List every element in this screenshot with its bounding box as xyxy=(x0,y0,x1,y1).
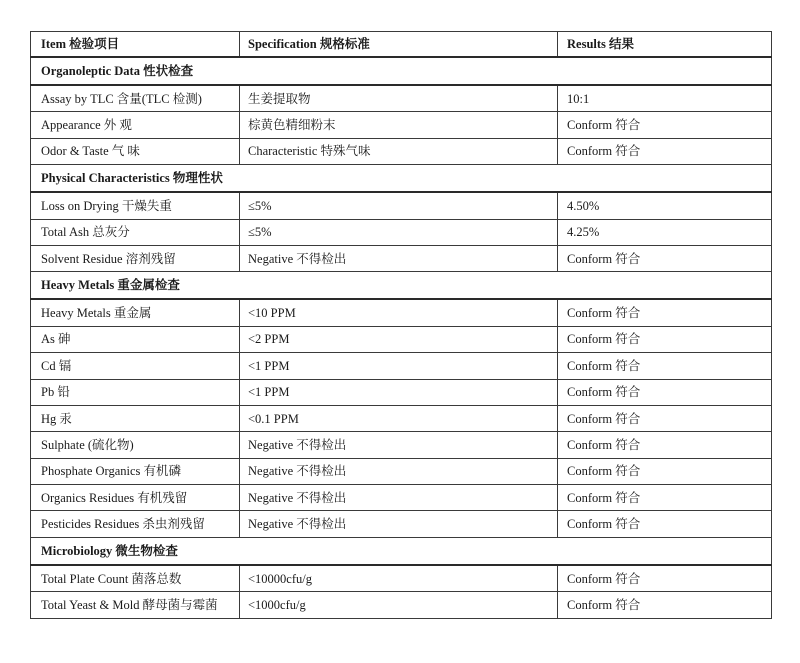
section-row xyxy=(31,57,772,85)
cell-item: Total Plate Count 菌落总数 xyxy=(31,565,240,592)
cell-specification: Negative 不得检出 xyxy=(240,485,558,511)
table-row xyxy=(31,432,772,458)
table-row xyxy=(31,245,772,271)
cell-specification: <2 PPM xyxy=(240,326,558,352)
cell-result: Conform 符合 xyxy=(558,432,772,458)
cell-item: Organics Residues 有机残留 xyxy=(31,485,240,511)
cell-specification: ≤5% xyxy=(240,219,558,245)
cell-specification: 生姜提取物 xyxy=(240,85,558,112)
cell-result: Conform 符合 xyxy=(558,565,772,592)
table-row xyxy=(31,511,772,537)
cell-item: Appearance 外 观 xyxy=(31,112,240,138)
table-row xyxy=(31,112,772,138)
cell-result: Conform 符合 xyxy=(558,245,772,271)
header-item: Item 检验项目 xyxy=(31,32,240,58)
cell-item: Total Yeast & Mold 酵母菌与霉菌 xyxy=(31,592,240,618)
cell-specification: Negative 不得检出 xyxy=(240,245,558,271)
cell-item: Sulphate (硫化物) xyxy=(31,432,240,458)
table-row xyxy=(31,592,772,618)
cell-result: Conform 符合 xyxy=(558,353,772,379)
cell-item: Phosphate Organics 有机磷 xyxy=(31,458,240,484)
section-row xyxy=(31,165,772,193)
cell-result: Conform 符合 xyxy=(558,405,772,431)
table-row xyxy=(31,379,772,405)
cell-specification: Negative 不得检出 xyxy=(240,432,558,458)
cell-result: 4.50% xyxy=(558,192,772,219)
cell-result: Conform 符合 xyxy=(558,112,772,138)
cell-result: 4.25% xyxy=(558,219,772,245)
cell-item: Total Ash 总灰分 xyxy=(31,219,240,245)
header-results: Results 结果 xyxy=(558,32,772,58)
table-row xyxy=(31,485,772,511)
cell-item: Odor & Taste 气 味 xyxy=(31,138,240,164)
cell-result: Conform 符合 xyxy=(558,299,772,326)
cell-item: Heavy Metals 重金属 xyxy=(31,299,240,326)
section-row xyxy=(31,537,772,565)
table-row xyxy=(31,219,772,245)
cell-specification: <1000cfu/g xyxy=(240,592,558,618)
cell-result: Conform 符合 xyxy=(558,458,772,484)
cell-specification: Negative 不得检出 xyxy=(240,458,558,484)
cell-item: Hg 汞 xyxy=(31,405,240,431)
cell-result: Conform 符合 xyxy=(558,138,772,164)
cell-result: Conform 符合 xyxy=(558,592,772,618)
table-row xyxy=(31,138,772,164)
table-row xyxy=(31,85,772,112)
cell-item: Cd 镉 xyxy=(31,353,240,379)
table-row xyxy=(31,565,772,592)
cell-result: Conform 符合 xyxy=(558,379,772,405)
cell-specification: <1 PPM xyxy=(240,353,558,379)
specification-table-body xyxy=(31,32,772,619)
cell-specification: ≤5% xyxy=(240,192,558,219)
specification-table xyxy=(30,31,772,619)
table-row xyxy=(31,326,772,352)
table-row xyxy=(31,458,772,484)
table-row xyxy=(31,353,772,379)
table-row xyxy=(31,299,772,326)
table-row xyxy=(31,192,772,219)
cell-item: Loss on Drying 干燥失重 xyxy=(31,192,240,219)
cell-item: Pb 铅 xyxy=(31,379,240,405)
table-header-row xyxy=(31,32,772,58)
section-title: Physical Characteristics 物理性状 xyxy=(31,165,772,193)
cell-specification: Characteristic 特殊气味 xyxy=(240,138,558,164)
cell-result: Conform 符合 xyxy=(558,511,772,537)
cell-specification: <10 PPM xyxy=(240,299,558,326)
cell-item: Assay by TLC 含量(TLC 检测) xyxy=(31,85,240,112)
section-title: Heavy Metals 重金属检查 xyxy=(31,272,772,300)
section-row xyxy=(31,272,772,300)
section-title: Microbiology 微生物检查 xyxy=(31,537,772,565)
cell-specification: <10000cfu/g xyxy=(240,565,558,592)
table-row xyxy=(31,405,772,431)
cell-result: Conform 符合 xyxy=(558,326,772,352)
cell-specification: 棕黄色精细粉末 xyxy=(240,112,558,138)
cell-result: Conform 符合 xyxy=(558,485,772,511)
cell-specification: Negative 不得检出 xyxy=(240,511,558,537)
section-title: Organoleptic Data 性状检查 xyxy=(31,57,772,85)
header-specification: Specification 规格标准 xyxy=(240,32,558,58)
cell-specification: <1 PPM xyxy=(240,379,558,405)
cell-specification: <0.1 PPM xyxy=(240,405,558,431)
cell-item: Pesticides Residues 杀虫剂残留 xyxy=(31,511,240,537)
cell-item: Solvent Residue 溶剂残留 xyxy=(31,245,240,271)
cell-item: As 砷 xyxy=(31,326,240,352)
cell-result: 10:1 xyxy=(558,85,772,112)
